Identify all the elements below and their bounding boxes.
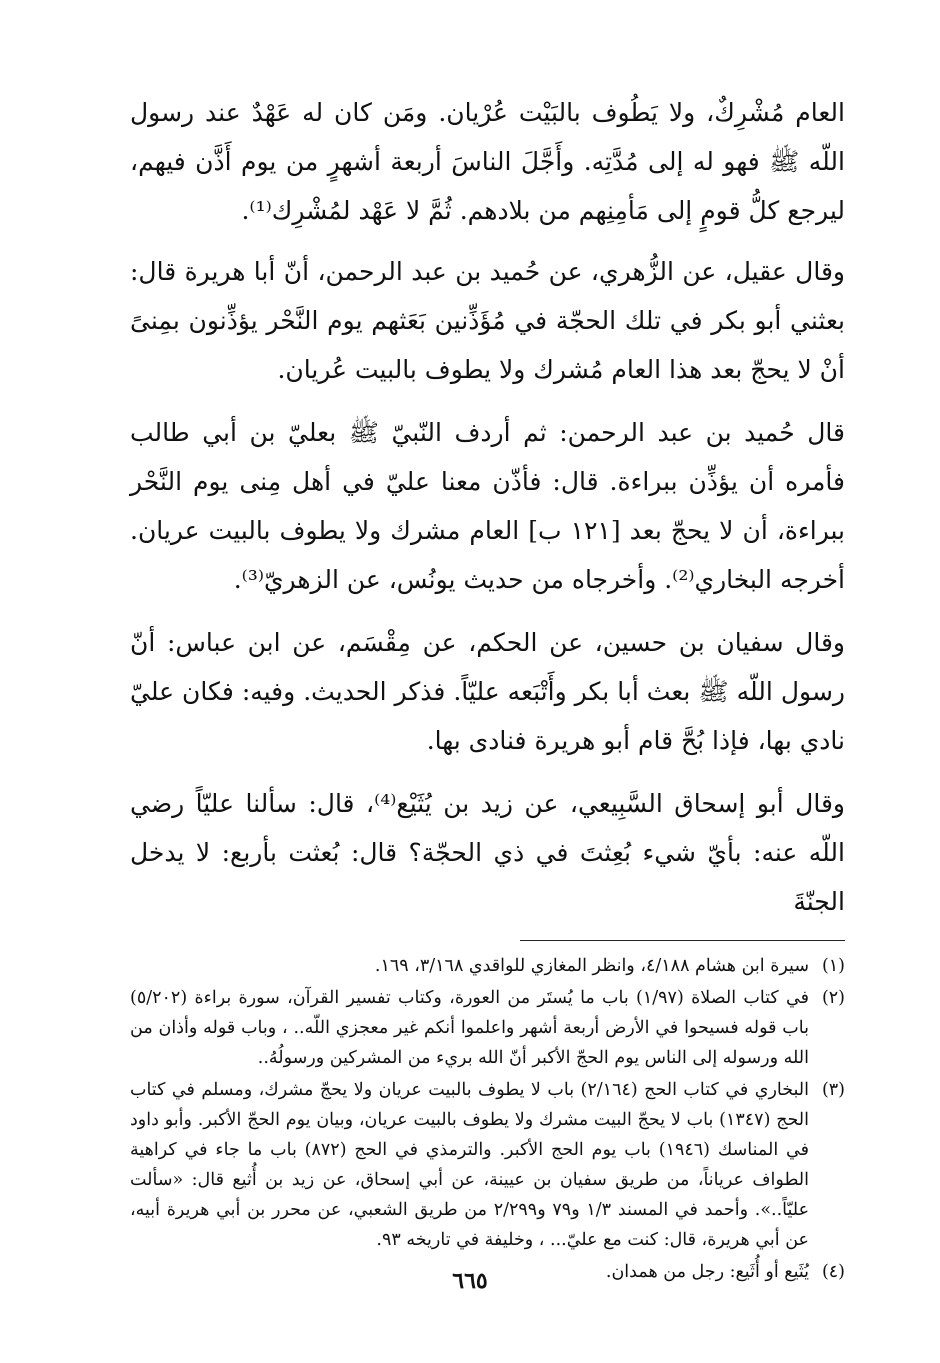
footnote-number: (٢) [821, 988, 845, 1008]
footnote [130, 951, 845, 981]
footnote-text: في كتاب الصلاة (١/٩٧) باب ما يُستَر من العورة، وكتاب تفسير القرآن، سورة براءة (٥/٢٠٢) باب قوله فسيحوا في الأرض أربعة أشهر واعلموا أنكم غير معجزي اللّه.. ، وباب قوله وأذان من الله ورسوله إلى الناس يوم الحجّ الأكبر أنّ الله بريء من المشركين ورسولُهُ.. [130, 988, 809, 1068]
paragraph: وقال أبو إسحاق السَّبِيعي، عن زيد بن يُثَيْع⁽⁴⁾، قال: سألنا عليّاً رضي اللّه عنه: بأيّ شيء بُعِثتَ في ذي الحجّة؟ قال: بُعثت بأربع: لا يدخل الجنّةَ [130, 789, 845, 916]
paragraph: قال حُميد بن عبد الرحمن: ثم أردف النّبيّ ﷺ بعليّ بن أبي طالب فأمره أن يؤذِّن ببراءة. قال: فأذّن معنا عليّ في أهل مِنى يوم النَّحْر ببراءة، أن لا يحجّ بعد [١٢١ ب] العام مشرك ولا يطوف بالبيت عريان. أخرجه البخاري⁽²⁾. وأخرجاه من حديث يونُس، عن الزهريّ⁽³⁾. [130, 418, 846, 594]
footnote-text: البخاري في كتاب الحج (٢/١٦٤) باب لا يطوف بالبيت عريان ولا يحجّ مشرك، ومسلم في كتاب الحج (١٣٤٧) باب لا يحجّ البيت مشرك ولا يطوف بالبيت عريان، وبيان يوم الحجّ الأكبر. وأبو داود في المناسك (١٩٤٦) باب يوم الحج الأكبر. والترمذي في الحج (٨٧٢) باب ما جاء في كراهية الطواف عرياناً، من طريق سفيان بن عيينة، عن أبي إسحاق، عن زيد بن أُثيع قال: «سألت عليّاً..». وأحمد في المسند ١/٣ و٧٩ و٢/٢٩٩ من طريق الشعبي، عن محرر بن أبي هريرة أبيه، عن أبي هريرة، قال: كنت مع عليّ... ، وخليفة في تاريخه ٩٣. [130, 1080, 810, 1250]
footnote-number: (٤) [821, 1262, 845, 1282]
main-text [130, 88, 845, 926]
paragraph: وقال سفيان بن حسين، عن الحكم، عن مِقْسَم، عن ابن عباس: أنّ رسول اللّه ﷺ بعث أبا بكر وأَتْبَعه عليّاً. فذكر الحديث. وفيه: فكان عليّ نادي بها، فإذا بُحَّ قام أبو هريرة فنادى بها. [130, 628, 845, 755]
document-page [130, 88, 845, 1289]
paragraph: وقال عقيل، عن الزُّهري، عن حُميد بن عبد الرحمن، أنّ أبا هريرة قال: بعثني أبو بكر في تلك الحجّة في مُؤَذِّنين بَعَثهم يوم النَّحْر يؤذِّنون بمِنىً أنْ لا يحجّ بعد هذا العام مُشرك ولا يطوف بالبيت عُريان. [130, 257, 845, 384]
footnote-divider [520, 940, 845, 941]
footnotes [130, 951, 845, 1287]
footnote [130, 983, 845, 1073]
footnote [130, 1075, 845, 1255]
footnote-text: سيرة ابن هشام ٤/١٨٨، وانظر المغازي للواقدي ٣/١٦٨، ١٦٩. [374, 956, 809, 976]
footnote-number: (٣) [821, 1080, 845, 1100]
footnote-number: (١) [821, 956, 845, 976]
page-number: ٦٦٥ [452, 1268, 488, 1294]
paragraph: العام مُشْرِكٌ، ولا يَطُوف بالبَيْت عُرْيان. ومَن كان له عَهْدٌ عند رسول اللّه ﷺ فهو له إلى مُدَّتِه. وأَجَّلَ الناسَ أربعة أشهرٍ من يوم أَذَّن فيهم، ليرجع كلُّ قومٍ إلى مَأمِنِهم من بلادهم. ثُمَّ لا عَهْد لمُشْرِك⁽¹⁾. [130, 98, 845, 225]
footnote-text: يُثَيع أو أُثَيع: رجل من همدان. [605, 1262, 809, 1282]
